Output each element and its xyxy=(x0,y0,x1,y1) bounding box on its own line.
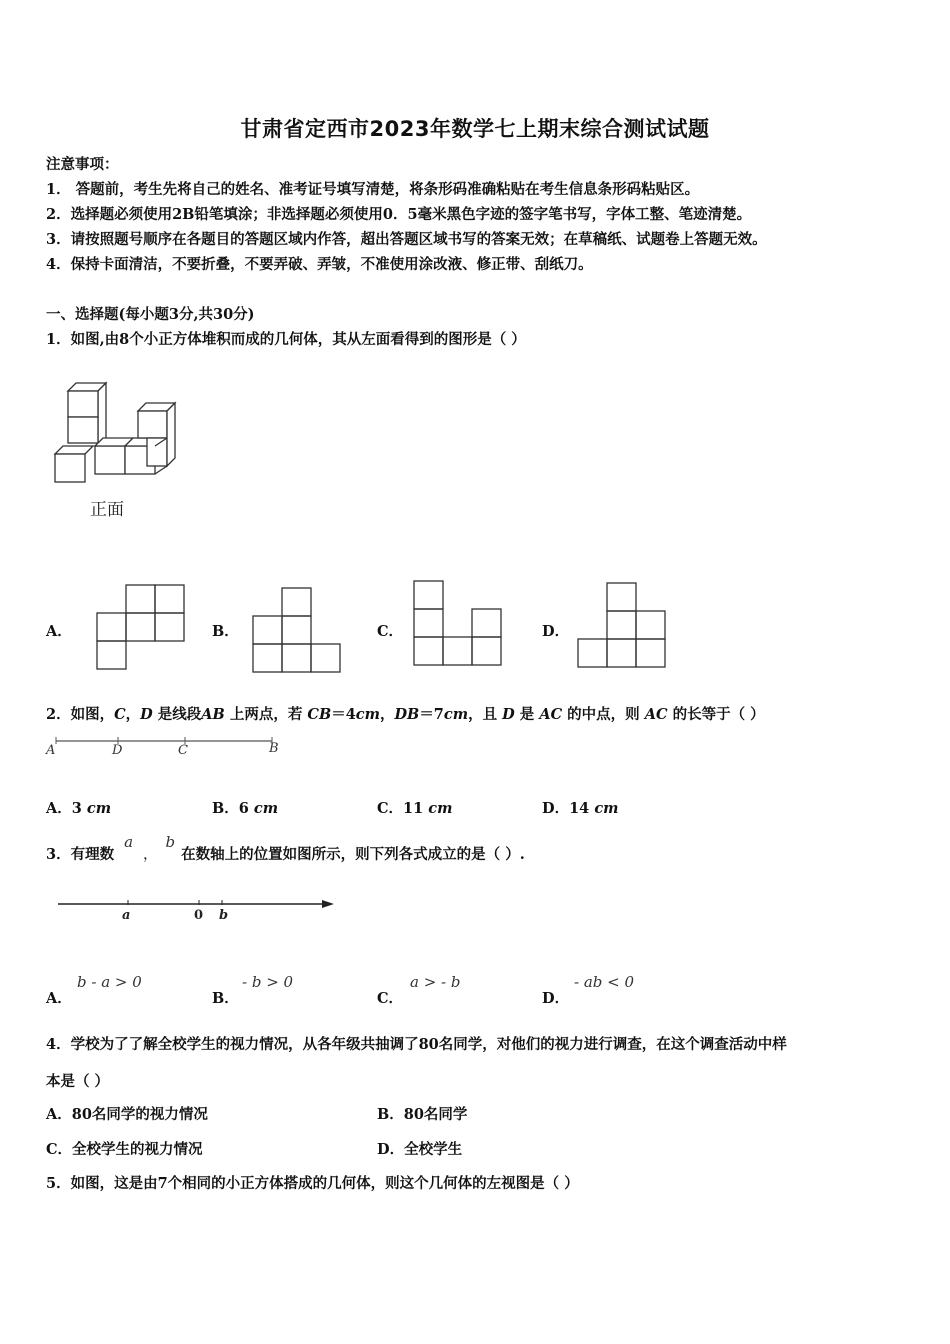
q2-option-a: A．3 cm xyxy=(46,800,112,817)
q3-option-b-expr: - b > 0 xyxy=(242,973,294,991)
q2-option-b: B．6 cm xyxy=(212,800,279,817)
q1-stem: 1．如图,由8个小正方体堆积而成的几何体，其从左面看得到的图形是（ ） xyxy=(46,331,526,348)
cube-stack-left xyxy=(55,383,175,482)
q1-option-d-figure xyxy=(577,582,669,670)
q3-option-d-label: D． xyxy=(542,990,570,1007)
point-d-label: D xyxy=(112,743,123,758)
q4-option-c: C．全校学生的视力情况 xyxy=(46,1141,203,1158)
point-b-label: B xyxy=(269,741,279,756)
axis-label-b: b xyxy=(219,908,229,923)
q3-option-a-label: A． xyxy=(46,990,72,1007)
q3-number-line-figure xyxy=(56,896,338,926)
notice-item-2: 2．选择题必须使用2B铅笔填涂；非选择题必须使用0．5毫米黑色字迹的签字笔书写，字体工整、笔迹清楚。 xyxy=(46,206,752,223)
section-heading: 一、选择题(每小题3分,共30分) xyxy=(46,306,255,323)
q5-stem: 5．如图，这是由7个相同的小正方体搭成的几何体，则这个几何体的左视图是（ ） xyxy=(46,1175,579,1192)
q3-option-c-expr: a > - b xyxy=(410,973,461,991)
q3-option-c-label: C． xyxy=(377,990,404,1007)
var-a: a xyxy=(124,833,134,851)
q4-option-b: B．80名同学 xyxy=(377,1106,468,1123)
q1-option-d-label: D． xyxy=(542,623,570,640)
point-c-label: C xyxy=(178,743,188,758)
page-title: 甘肃省定西市2023年数学七上期末综合测试试题 xyxy=(240,117,710,141)
axis-label-zero: 0 xyxy=(194,908,204,923)
q4-option-d: D．全校学生 xyxy=(377,1141,463,1158)
q1-option-c-label: C． xyxy=(377,623,404,640)
notice-item-3: 3．请按照题号顺序在各题目的答题区域内作答，超出答题区域书写的答案无效；在草稿纸、试题卷上答题无效。 xyxy=(46,231,767,248)
q3-stem: 3．有理数a，b在数轴上的位置如图所示，则下列各式成立的是（ ）. xyxy=(46,833,525,863)
q1-option-a-label: A． xyxy=(46,623,72,640)
notice-item-1: 1． 答题前，考生先将自己的姓名、准考证号填写清楚，将条形码准确粘贴在考生信息条形码粘贴区。 xyxy=(46,181,700,198)
q1-option-b-label: B． xyxy=(212,623,239,640)
q2-option-d: D．14 cm xyxy=(542,800,619,817)
axis-label-a: a xyxy=(122,908,131,923)
q2-line-segment-figure xyxy=(46,735,286,760)
q4-stem-line1: 4．学校为了了解全校学生的视力情况，从各年级共抽调了80名同学，对他们的视力进行调查，在这个调查活动中样 xyxy=(46,1036,787,1053)
q2-stem: 2．如图，C，D 是线段AB 上两点，若 CB＝4cm，DB＝7cm，且 D 是 AC 的中点，则 AC 的长等于（ ） xyxy=(46,706,765,723)
q3-option-d-expr: - ab < 0 xyxy=(574,973,635,991)
var-b: b xyxy=(165,833,176,851)
q2-option-c: C．11 cm xyxy=(377,800,453,817)
q1-option-b-figure xyxy=(252,587,344,675)
q3-option-b-label: B． xyxy=(212,990,239,1007)
point-a-label: A xyxy=(46,743,56,758)
q1-option-a-figure xyxy=(96,584,188,672)
front-label: 正面 xyxy=(90,500,124,520)
notice-item-4: 4．保持卡面清洁，不要折叠，不要弄破、弄皱，不准使用涂改液、修正带、刮纸刀。 xyxy=(46,256,593,273)
notice-heading: 注意事项： xyxy=(46,156,119,173)
q1-figure-3d-cubes xyxy=(50,378,185,528)
q4-option-a: A．80名同学的视力情况 xyxy=(46,1106,208,1123)
q3-option-a-expr: b - a > 0 xyxy=(77,973,142,991)
q1-option-c-figure xyxy=(413,580,505,668)
q4-stem-line2: 本是（ ） xyxy=(46,1073,110,1090)
